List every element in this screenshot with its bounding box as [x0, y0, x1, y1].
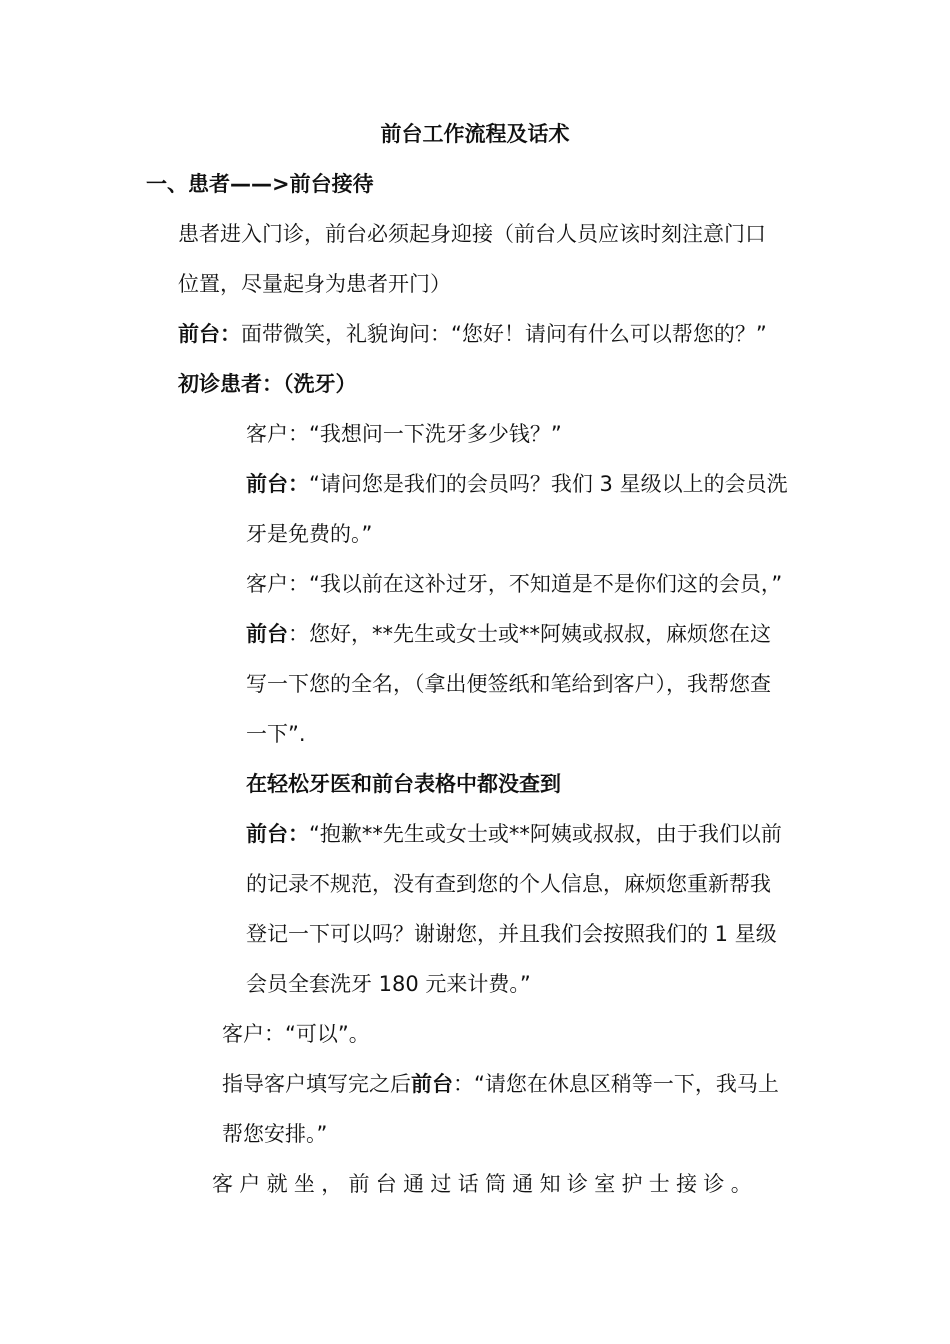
speaker-label: 前台	[246, 622, 288, 646]
speaker-label: 前台：	[178, 322, 241, 346]
greeting-line	[178, 320, 767, 348]
speaker-label: 前台：	[246, 472, 309, 496]
first-visit-heading: 初诊患者：（洗牙）	[178, 372, 357, 396]
page-title: 前台工作流程及话术	[380, 122, 570, 146]
apology-line-1	[246, 820, 782, 848]
speaker-label: 前台	[411, 1072, 453, 1096]
apology-line-3: 登记一下可以吗？谢谢您，并且我们会按照我们的 1 星级	[246, 922, 777, 946]
guide-line-2: 帮您安排。”	[222, 1122, 328, 1146]
answer-text: ：您好，**先生或女士或**阿姨或叔叔，麻烦您在这	[288, 622, 771, 646]
not-found-heading: 在轻松牙医和前台表格中都没查到	[246, 772, 561, 796]
guide-line-1	[222, 1070, 779, 1098]
greeting-text: 面带微笑，礼貌询问：“您好！请问有什么可以帮您的？”	[241, 322, 767, 346]
customer-agree: 客户：“可以”。	[222, 1022, 370, 1046]
frontdesk-answer-1-line-1	[246, 470, 788, 498]
customer-question-2: 客户：“我以前在这补过牙，不知道是不是你们这的会员，”	[246, 572, 783, 596]
customer-question-1: 客户：“我想问一下洗牙多少钱？”	[246, 422, 562, 446]
apology-text: “抱歉**先生或女士或**阿姨或叔叔，由于我们以前	[309, 822, 782, 846]
closing-line: 客户就坐，前台通过话筒通知诊室护士接诊。	[212, 1172, 758, 1196]
answer-text: “请问您是我们的会员吗？我们 3 星级以上的会员洗	[309, 472, 788, 496]
intro-line-1: 患者进入门诊，前台必须起身迎接（前台人员应该时刻注意门口	[178, 222, 766, 246]
frontdesk-answer-1-line-2: 牙是免费的。”	[246, 522, 373, 546]
intro-line-2: 位置，尽量起身为患者开门）	[178, 272, 451, 296]
guide-prefix: 指导客户填写完之后	[222, 1072, 411, 1096]
apology-line-2: 的记录不规范，没有查到您的个人信息，麻烦您重新帮我	[246, 872, 771, 896]
speaker-label: 前台：	[246, 822, 309, 846]
guide-text: ：“请您在休息区稍等一下，我马上	[453, 1072, 779, 1096]
frontdesk-answer-2-line-1	[246, 620, 771, 648]
frontdesk-answer-2-line-3: 一下”.	[246, 722, 306, 746]
apology-line-4: 会员全套洗牙 180 元来计费。”	[246, 972, 531, 996]
frontdesk-answer-2-line-2: 写一下您的全名，（拿出便签纸和笔给到客户），我帮您查	[246, 672, 771, 696]
section-heading: 一、患者——>前台接待	[146, 172, 374, 196]
